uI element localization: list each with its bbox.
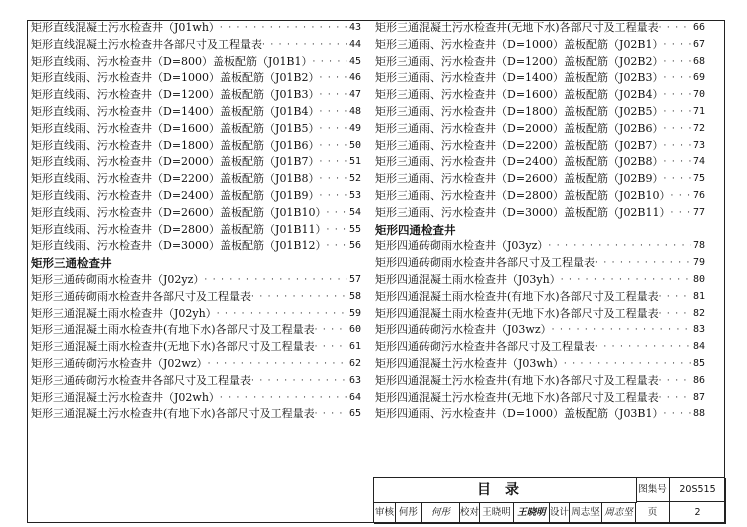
toc-entry (31, 104, 361, 121)
toc-entry-page: 43 (348, 22, 361, 33)
dot-leader (664, 87, 691, 104)
toc-entry-title: 矩形三通混凝土污水检查井(有地下水)各部尺寸及工程量表 (31, 407, 315, 421)
toc-entry-title: 矩形三通混凝土污水检查井（J02wh） (31, 390, 220, 404)
dot-leader (664, 154, 691, 171)
dot-leader (659, 390, 691, 407)
dot-leader (664, 406, 691, 423)
toc-entry-page: 71 (692, 105, 705, 117)
toc-entry-page: 56 (348, 240, 361, 252)
dot-leader (220, 390, 347, 407)
toc-entry-title: 矩形四通混凝土污水检查井（J03wh） (375, 356, 564, 370)
dot-leader (220, 20, 347, 37)
toc-entry (375, 306, 705, 323)
toc-entry-page: 67 (692, 38, 705, 50)
toc-entry (375, 188, 705, 205)
toc-entry (31, 289, 361, 306)
dot-leader (664, 121, 691, 138)
toc-entry (31, 20, 361, 37)
toc-left-column (31, 20, 361, 423)
dot-leader (262, 37, 347, 54)
toc-entry-title: 矩形四通砖砌污水检查井（J03wz） (375, 323, 552, 337)
dot-leader (659, 306, 691, 323)
review-label: 审核 (374, 502, 396, 524)
toc-entry-title: 矩形三通雨、污水检查井（D=3000）盖板配筋（J02B11） (375, 205, 671, 219)
toc-entry-title: 矩形四通雨、污水检查井（D=1000）盖板配筋（J03B1） (375, 407, 664, 421)
dot-leader (664, 138, 691, 155)
dot-leader (564, 356, 691, 373)
toc-entry-title: 矩形三通雨、污水检查井（D=1600）盖板配筋（J02B4） (375, 88, 664, 102)
toc-entry-title: 矩形三通雨、污水检查井（D=1200）盖板配筋（J02B2） (375, 54, 664, 68)
toc-entry (375, 238, 705, 255)
toc-entry-page: 85 (692, 357, 705, 369)
toc-entry-title: 矩形四通混凝土雨水检查井（J03yh） (375, 272, 561, 286)
toc-entry-page: 64 (348, 391, 361, 403)
dot-leader (561, 272, 691, 289)
toc-entry-title: 矩形三通雨、污水检查井（D=2600）盖板配筋（J02B9） (375, 172, 664, 186)
toc-entry (31, 121, 361, 138)
toc-entry-page: 86 (692, 374, 705, 386)
toc-entry-title: 矩形直线雨、污水检查井（D=2400）盖板配筋（J01B9） (31, 188, 320, 202)
toc-entry (31, 87, 361, 104)
check-label: 校对 (460, 502, 480, 524)
toc-entry-title: 矩形直线雨、污水检查井（D=2000）盖板配筋（J01B7） (31, 155, 320, 169)
toc-entry-title: 矩形三通砖砌污水检查井（J02wz） (31, 356, 208, 370)
toc-entry-page: 48 (348, 105, 361, 117)
toc-entry-page: 81 (692, 290, 705, 302)
toc-entry-page: 80 (692, 273, 705, 285)
dot-leader (251, 373, 347, 390)
toc-entry (31, 154, 361, 171)
toc-entry-page: 63 (348, 374, 361, 386)
dot-leader (671, 188, 691, 205)
toc-entry-title: 矩形四通砖砌雨水检查井（J03yz） (375, 239, 549, 253)
toc-entry-page: 57 (348, 273, 361, 285)
toc-entry-title: 矩形三通雨、污水检查井（D=2000）盖板配筋（J02B6） (375, 121, 664, 135)
dot-leader (315, 322, 347, 339)
toc-entry-page: 55 (348, 223, 361, 235)
checker-name: 王晓明 (480, 502, 514, 524)
toc-entry-title: 矩形三通雨、污水检查井（D=2800）盖板配筋（J02B10） (375, 188, 671, 202)
dot-leader (320, 87, 347, 104)
checker-signature: 王晓明 (514, 502, 550, 524)
toc-entry (375, 406, 705, 423)
toc-entry-title: 矩形三通砖砌污水检查井各部尺寸及工程量表 (31, 373, 251, 387)
toc-entry-page: 47 (348, 89, 361, 101)
toc-entry-title: 矩形三通雨、污水检查井（D=1400）盖板配筋（J02B3） (375, 71, 664, 85)
dot-leader (217, 306, 347, 323)
toc-entry-title: 矩形直线雨、污水检查井（D=1800）盖板配筋（J01B6） (31, 138, 320, 152)
section-heading-cross-wells: 矩形四通检查井 (375, 222, 456, 237)
toc-entry-title: 矩形直线雨、污水检查井（D=1000）盖板配筋（J01B2） (31, 71, 320, 85)
dot-leader (327, 222, 347, 239)
dot-leader (320, 188, 347, 205)
toc-entry (31, 306, 361, 323)
toc-entry-page: 82 (692, 307, 705, 319)
toc-entry (31, 222, 361, 239)
toc-entry (31, 322, 361, 339)
atlas-number-label: 图集号 (636, 478, 670, 502)
toc-entry-title: 矩形三通混凝土雨水检查井(有地下水)各部尺寸及工程量表 (31, 323, 315, 337)
dot-leader (548, 238, 691, 255)
toc-entry (31, 205, 361, 222)
toc-entry-title: 矩形三通砖砌雨水检查井各部尺寸及工程量表 (31, 289, 251, 303)
toc-entry-page: 49 (348, 122, 361, 134)
toc-entry-title: 矩形三通雨、污水检查井（D=2400）盖板配筋（J02B8） (375, 155, 664, 169)
toc-entry-page: 72 (692, 122, 705, 134)
toc-entry-page: 87 (692, 391, 705, 403)
section-heading-tee-wells: 矩形三通检查井 (31, 256, 112, 271)
toc-entry (31, 188, 361, 205)
title-block-title: 目录 (374, 478, 637, 503)
toc-entry-page: 53 (348, 189, 361, 201)
designer-name: 周志坚 (570, 502, 602, 524)
toc-entry (375, 87, 705, 104)
toc-entry (31, 272, 361, 289)
dot-leader (320, 104, 347, 121)
toc-entry-page: 88 (692, 408, 705, 420)
toc-entry-title: 矩形直线雨、污水检查井（D=1400）盖板配筋（J01B4） (31, 104, 320, 118)
toc-entry-page: 61 (348, 341, 361, 353)
toc-entry (31, 373, 361, 390)
toc-entry-page: 65 (348, 408, 361, 420)
toc-entry (31, 54, 361, 71)
toc-entry-page: 54 (348, 206, 361, 218)
toc-entry-page: 51 (348, 156, 361, 168)
dot-leader (320, 171, 347, 188)
toc-entry (375, 272, 705, 289)
atlas-number: 20S515 (670, 478, 726, 502)
toc-entry (31, 339, 361, 356)
dot-leader (664, 70, 691, 87)
toc-entry (375, 322, 705, 339)
toc-entry-title: 矩形直线雨、污水检查井（D=2800）盖板配筋（J01B11） (31, 222, 327, 236)
dot-leader (315, 339, 347, 356)
toc-entry-title: 矩形直线雨、污水检查井（D=1600）盖板配筋（J01B5） (31, 121, 320, 135)
toc-entry-page: 59 (348, 307, 361, 319)
toc-entry-page: 44 (348, 38, 361, 50)
dot-leader (327, 205, 347, 222)
toc-entry-title: 矩形直线雨、污水检查井（D=2200）盖板配筋（J01B8） (31, 172, 320, 186)
dot-leader (659, 373, 691, 390)
toc-entry-title: 矩形四通混凝土雨水检查井(无地下水)各部尺寸及工程量表 (375, 306, 659, 320)
toc-entry-title: 矩形三通砖砌雨水检查井（J02yz） (31, 272, 205, 286)
dot-leader (208, 356, 347, 373)
toc-entry (31, 171, 361, 188)
toc-entry-page: 62 (348, 357, 361, 369)
designer-signature: 周志坚 (602, 502, 636, 524)
toc-entry-title: 矩形直线混凝土污水检查井（J01wh） (31, 21, 220, 34)
toc-entry-page: 84 (692, 341, 705, 353)
dot-leader (315, 406, 347, 423)
toc-entry-page: 50 (348, 139, 361, 151)
title-block (373, 477, 725, 523)
toc-entry (375, 138, 705, 155)
toc-entry (31, 356, 361, 373)
dot-leader (320, 154, 347, 171)
dot-leader (659, 289, 691, 306)
toc-entry-page: 60 (348, 324, 361, 336)
toc-entry-page: 68 (692, 55, 705, 67)
dot-leader (320, 121, 347, 138)
dot-leader (664, 171, 691, 188)
toc-entry-page: 69 (692, 72, 705, 84)
toc-entry-title: 矩形四通混凝土污水检查井(无地下水)各部尺寸及工程量表 (375, 390, 659, 404)
toc-right-column (375, 20, 705, 423)
toc-entry (375, 373, 705, 390)
toc-entry-page: 52 (348, 173, 361, 185)
toc-entry-page: 76 (692, 189, 705, 201)
toc-entry (31, 390, 361, 407)
toc-entry (375, 121, 705, 138)
toc-entry (31, 70, 361, 87)
dot-leader (664, 37, 691, 54)
dot-leader (320, 138, 347, 155)
toc-entry-page: 70 (692, 89, 705, 101)
toc-entry-title: 矩形四通砖砌雨水检查井各部尺寸及工程量表 (375, 256, 595, 270)
toc-entry (375, 20, 705, 37)
toc-entry (31, 37, 361, 54)
toc-entry (375, 154, 705, 171)
toc-entry (375, 104, 705, 121)
dot-leader (320, 70, 347, 87)
toc-entry-title: 矩形直线雨、污水检查井（D=2600）盖板配筋（J01B10） (31, 205, 327, 219)
toc-entry-title: 矩形三通混凝土雨水检查井(无地下水)各部尺寸及工程量表 (31, 340, 315, 354)
toc-entry-title: 矩形直线雨、污水检查井（D=800）盖板配筋（J01B1） (31, 54, 313, 68)
toc-entry-page: 83 (692, 324, 705, 336)
toc-entry (375, 390, 705, 407)
toc-entry-page: 66 (692, 22, 705, 33)
dot-leader (659, 20, 691, 37)
toc-entry-page: 78 (692, 240, 705, 252)
toc-entry-title: 矩形四通混凝土雨水检查井(有地下水)各部尺寸及工程量表 (375, 289, 659, 303)
toc-entry (375, 54, 705, 71)
toc-entry (375, 356, 705, 373)
toc-entry-title: 矩形三通雨、污水检查井（D=1800）盖板配筋（J02B5） (375, 104, 664, 118)
page-label: 页 (636, 502, 670, 524)
toc-entry (375, 37, 705, 54)
dot-leader (552, 322, 691, 339)
reviewer-name: 何彤 (396, 502, 422, 524)
toc-entry (375, 70, 705, 87)
toc-entry-title: 矩形四通混凝土污水检查井(有地下水)各部尺寸及工程量表 (375, 373, 659, 387)
reviewer-signature: 何彤 (422, 502, 460, 524)
toc-entry-page: 73 (692, 139, 705, 151)
toc-entry-title: 矩形四通砖砌污水检查井各部尺寸及工程量表 (375, 340, 595, 354)
toc-entry-title: 矩形三通雨、污水检查井（D=1000）盖板配筋（J02B1） (375, 37, 664, 51)
dot-leader (595, 339, 691, 356)
toc-entry-page: 45 (348, 55, 361, 67)
toc-entry-title: 矩形三通混凝土污水检查井(无地下水)各部尺寸及工程量表 (375, 21, 659, 34)
dot-leader (327, 238, 347, 255)
dot-leader (204, 272, 347, 289)
toc-entry-title: 矩形直线雨、污水检查井（D=3000）盖板配筋（J01B12） (31, 239, 327, 253)
dot-leader (313, 54, 347, 71)
toc-entry (375, 255, 705, 272)
toc-entry-page: 46 (348, 72, 361, 84)
toc-entry (375, 205, 705, 222)
dot-leader (671, 205, 691, 222)
toc-entry-page: 75 (692, 173, 705, 185)
toc-entry-page: 79 (692, 257, 705, 269)
dot-leader (664, 104, 691, 121)
toc-entry (31, 138, 361, 155)
toc-entry-page: 77 (692, 206, 705, 218)
design-label: 设计 (550, 502, 570, 524)
toc-entry (31, 406, 361, 423)
dot-leader (251, 289, 347, 306)
toc-entry-title: 矩形三通混凝土雨水检查井（J02yh） (31, 306, 217, 320)
toc-entry-title: 矩形直线混凝土污水检查井各部尺寸及工程量表 (31, 37, 262, 51)
toc-entry-page: 58 (348, 290, 361, 302)
toc-entry (375, 171, 705, 188)
page-number: 2 (670, 502, 726, 524)
toc-entry-page: 74 (692, 156, 705, 168)
dot-leader (595, 255, 691, 272)
toc-entry (31, 238, 361, 255)
toc-entry-title: 矩形三通雨、污水检查井（D=2200）盖板配筋（J02B7） (375, 138, 664, 152)
toc-entry (375, 289, 705, 306)
dot-leader (664, 54, 691, 71)
toc-entry-title: 矩形直线雨、污水检查井（D=1200）盖板配筋（J01B3） (31, 88, 320, 102)
toc-entry (375, 339, 705, 356)
